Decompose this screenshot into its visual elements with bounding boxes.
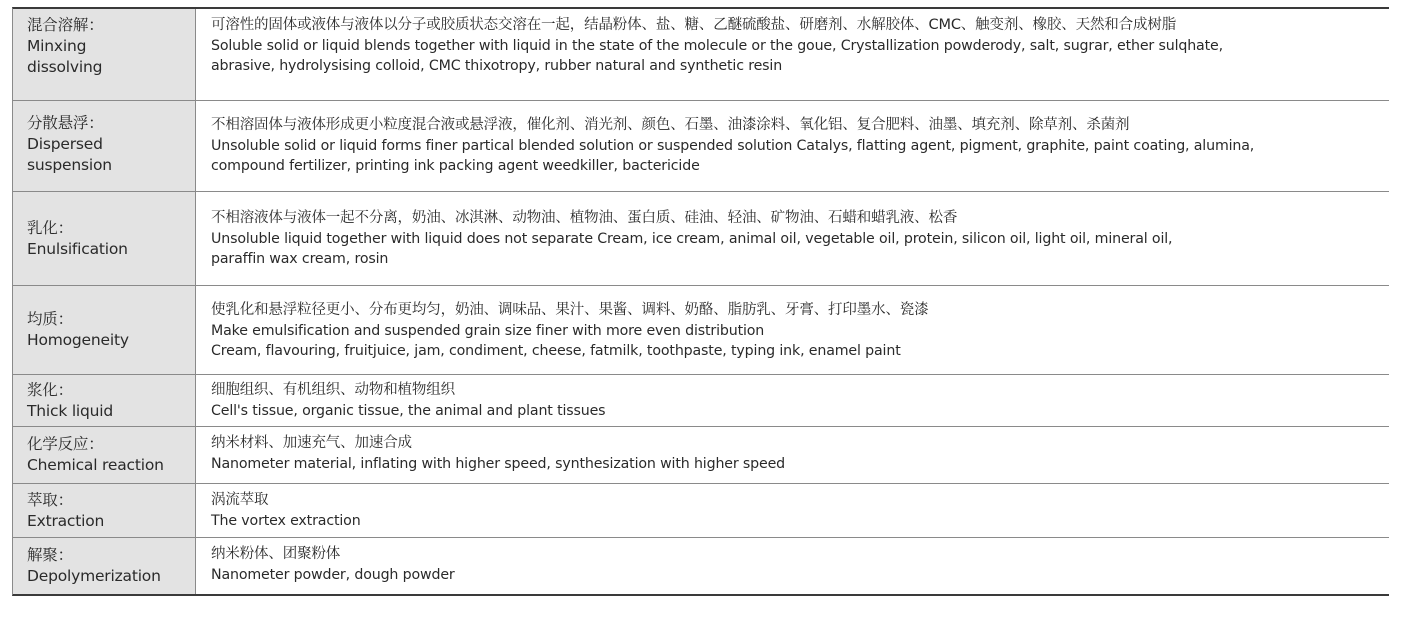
description-english: Unsoluble solid or liquid forms finer partical blended solution or suspended solution Catalys, flatting agent, pigment, graphite, paint coating, alumina, [211,137,1255,154]
category-english: Homogeneity [27,331,129,349]
description-chinese: 使乳化和悬浮粒径更小、分布更均匀，奶油、调味品、果汁、果酱、调料、奶酪、脂肪乳、牙膏、打印墨水、瓷漆 [211,302,929,318]
description-chinese: 可溶性的固体或液体与液体以分子或胶质状态交溶在一起，结晶粉体、盐、糖、乙醚硫酸盐、研磨剂、水解胶体、CMC、触变剂、橡胶、天然和合成树脂 [211,17,1177,33]
category-english: Extraction [27,511,105,530]
description-cell [196,484,1389,537]
description-english: Make emulsification and suspended grain size finer with more even distribution [211,322,765,339]
category-english: Enulsification [27,239,128,258]
description-cell [196,427,1389,483]
description-english: Cell's tissue, organic tissue, the animal and plant tissues [211,402,606,419]
category-chinese: 解聚： [27,546,73,564]
description-cell [196,192,1389,285]
description-english: The vortex extraction [211,512,361,529]
description-english: compound fertilizer, printing ink packing agent weedkiller, bactericide [211,158,700,174]
category-english: Thick liquid [27,401,114,420]
category-english: Dispersed [27,135,103,153]
category-chinese: 乳化： [27,218,73,237]
description-english: paraffin wax cream, rosin [211,251,389,267]
description-english: Soluble solid or liquid blends together with liquid in the state of the molecule or the goue, Crystallization powderody, salt, sugrar, ether sulqhate, [211,37,1223,54]
description-chinese: 细胞组织、有机组织、动物和植物组织 [211,382,455,398]
description-cell [196,375,1389,426]
table-row [13,374,1389,426]
description-chinese: 涡流萃取 [211,492,269,508]
table-row [13,100,1389,191]
category-cell [13,9,196,100]
category-chinese: 均质： [27,310,73,328]
category-english: Minxing [27,37,87,55]
description-cell [196,538,1389,594]
description-cell [196,9,1389,100]
table-row [13,426,1389,483]
description-english: Nanometer material, inflating with higher speed, synthesization with higher speed [211,455,786,472]
category-english: dissolving [27,58,103,76]
category-chinese: 浆化： [27,380,73,399]
category-english: suspension [27,156,112,174]
description-english: abrasive, hydrolysising colloid, CMC thixotropy, rubber natural and synthetic resin [211,58,783,74]
table-row [13,9,1389,100]
category-cell [13,427,196,483]
category-english: Chemical reaction [27,456,164,474]
table-row [13,285,1389,374]
table-row [13,191,1389,285]
table-row [13,483,1389,537]
description-chinese: 纳米材料、加速充气、加速合成 [211,435,412,451]
description-english: Unsoluble liquid together with liquid does not separate Cream, ice cream, animal oil, vegetable oil, protein, silicon oil, light oil, mineral oil, [211,230,1173,247]
description-chinese: 不相溶固体与液体形成更小粒度混合液或悬浮液，催化剂、消光剂、颜色、石墨、油漆涂料、氧化铝、复合肥料、油墨、填充剂、除草剂、杀菌剂 [211,117,1130,133]
category-chinese: 化学反应： [27,435,104,453]
description-english: Nanometer powder, dough powder [211,566,455,583]
category-cell [13,101,196,191]
description-chinese: 不相溶液体与液体一起不分离，奶油、冰淇淋、动物油、植物油、蛋白质、硅油、轻油、矿物油、石蜡和蜡乳液、松香 [211,210,958,226]
category-cell [13,375,196,426]
application-table [12,7,1389,596]
description-cell [196,286,1389,374]
category-chinese: 混合溶解： [27,16,104,34]
description-cell [196,101,1389,191]
table-row [13,537,1389,594]
category-cell [13,538,196,594]
category-english: Depolymerization [27,567,161,585]
category-chinese: 萃取： [27,490,73,509]
category-cell [13,286,196,374]
description-chinese: 纳米粉体、团聚粉体 [211,546,341,562]
description-english: Cream, flavouring, fruitjuice, jam, condiment, cheese, fatmilk, toothpaste, typing ink, enamel paint [211,343,901,359]
category-chinese: 分散悬浮： [27,114,104,132]
category-cell [13,484,196,537]
category-cell [13,192,196,285]
